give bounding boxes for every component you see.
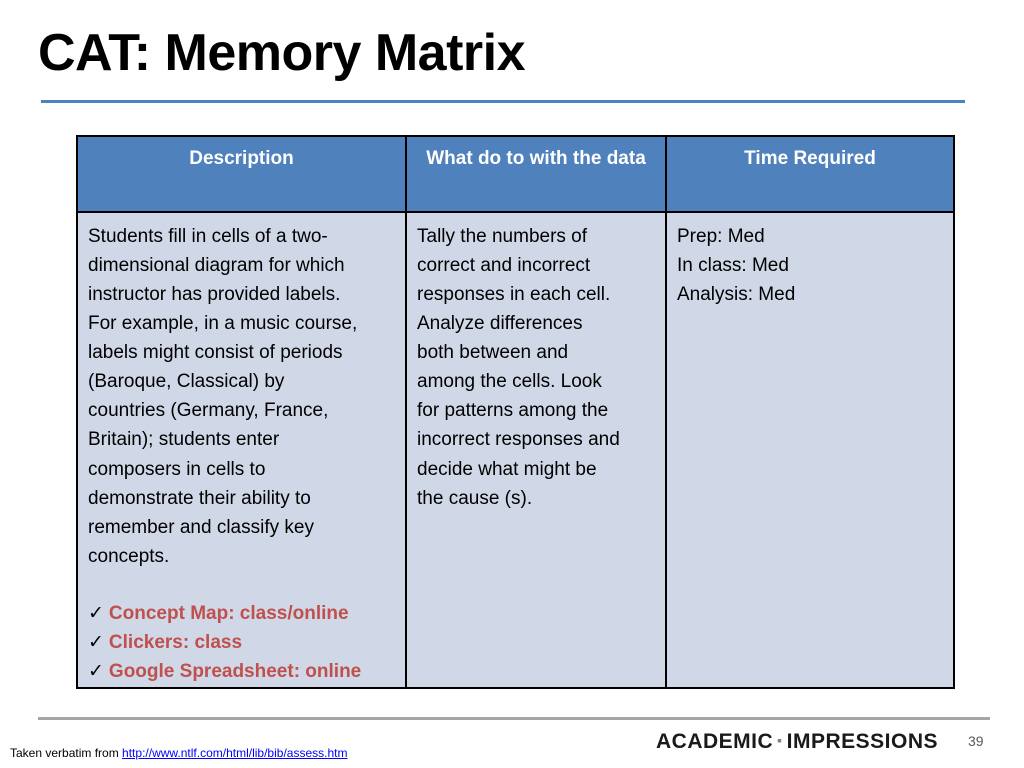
table-row — [77, 212, 954, 688]
memory-matrix-table — [76, 135, 955, 689]
data-usage-line: both between and — [417, 342, 569, 364]
title-underline — [41, 100, 965, 103]
brand-word-impressions: IMPRESSIONS — [786, 730, 939, 753]
header-description: Description — [77, 136, 406, 212]
description-line: Britain); students enter — [88, 429, 280, 451]
description-line: (Baroque, Classical) by — [88, 371, 285, 393]
data-usage-line: Tally the numbers of — [417, 226, 588, 247]
checkmark-icon: ✓ — [88, 602, 104, 624]
description-line: composers in cells to — [88, 458, 266, 480]
checkmark-icon: ✓ — [88, 660, 104, 682]
data-usage-line: for patterns among the — [417, 400, 609, 422]
tool-item-clickers — [88, 628, 397, 657]
header-what-to-do: What do to with the data — [406, 136, 666, 212]
data-usage-line: decide what might be — [417, 458, 597, 480]
academic-impressions-logo — [656, 730, 938, 754]
tool-label: Concept Map: class/online — [108, 602, 349, 624]
tool-list — [88, 599, 397, 686]
slide-title: CAT: Memory Matrix — [38, 24, 526, 82]
tool-item-concept-map — [88, 599, 397, 628]
footer-divider — [38, 717, 990, 720]
description-line: dimensional diagram for which — [88, 255, 345, 277]
table-header-row — [77, 136, 954, 212]
description-line: concepts. — [88, 545, 170, 567]
description-cell — [77, 212, 406, 688]
description-line: remember and classify key — [88, 516, 314, 538]
data-usage-line: Analyze differences — [417, 313, 583, 335]
page-number: 39 — [968, 733, 984, 749]
description-line: instructor has provided labels. — [88, 284, 341, 306]
source-prefix: Taken verbatim from — [10, 746, 123, 760]
data-usage-line: among the cells. Look — [417, 371, 602, 393]
time-line-analysis: Analysis: Med — [677, 284, 796, 306]
tool-label: Clickers: class — [108, 631, 243, 653]
time-line-in-class: In class: Med — [677, 255, 789, 277]
description-line: labels might consist of periods — [88, 342, 343, 364]
header-time-required: Time Required — [666, 136, 954, 212]
source-citation — [10, 746, 347, 760]
data-usage-line: correct and incorrect — [417, 255, 591, 277]
description-line: For example, in a music course, — [88, 313, 358, 335]
description-line: demonstrate their ability to — [88, 487, 311, 509]
description-line: countries (Germany, France, — [88, 400, 329, 422]
brand-word-academic: ACADEMIC — [656, 730, 774, 753]
tool-label: Google Spreadsheet: online — [108, 660, 362, 682]
source-link[interactable]: http://www.ntlf.com/html/lib/bib/assess.htm — [122, 746, 348, 760]
time-line-prep: Prep: Med — [677, 226, 765, 247]
data-usage-line: the cause (s). — [417, 487, 533, 509]
tool-item-google-spreadsheet — [88, 657, 397, 686]
brand-separator-icon: ▪ — [777, 732, 783, 748]
time-required-cell — [666, 212, 954, 688]
description-line: Students fill in cells of a two- — [88, 226, 328, 247]
data-usage-cell — [406, 212, 666, 688]
data-usage-line: incorrect responses and — [417, 429, 620, 451]
checkmark-icon: ✓ — [88, 631, 104, 653]
data-usage-line: responses in each cell. — [417, 284, 611, 306]
